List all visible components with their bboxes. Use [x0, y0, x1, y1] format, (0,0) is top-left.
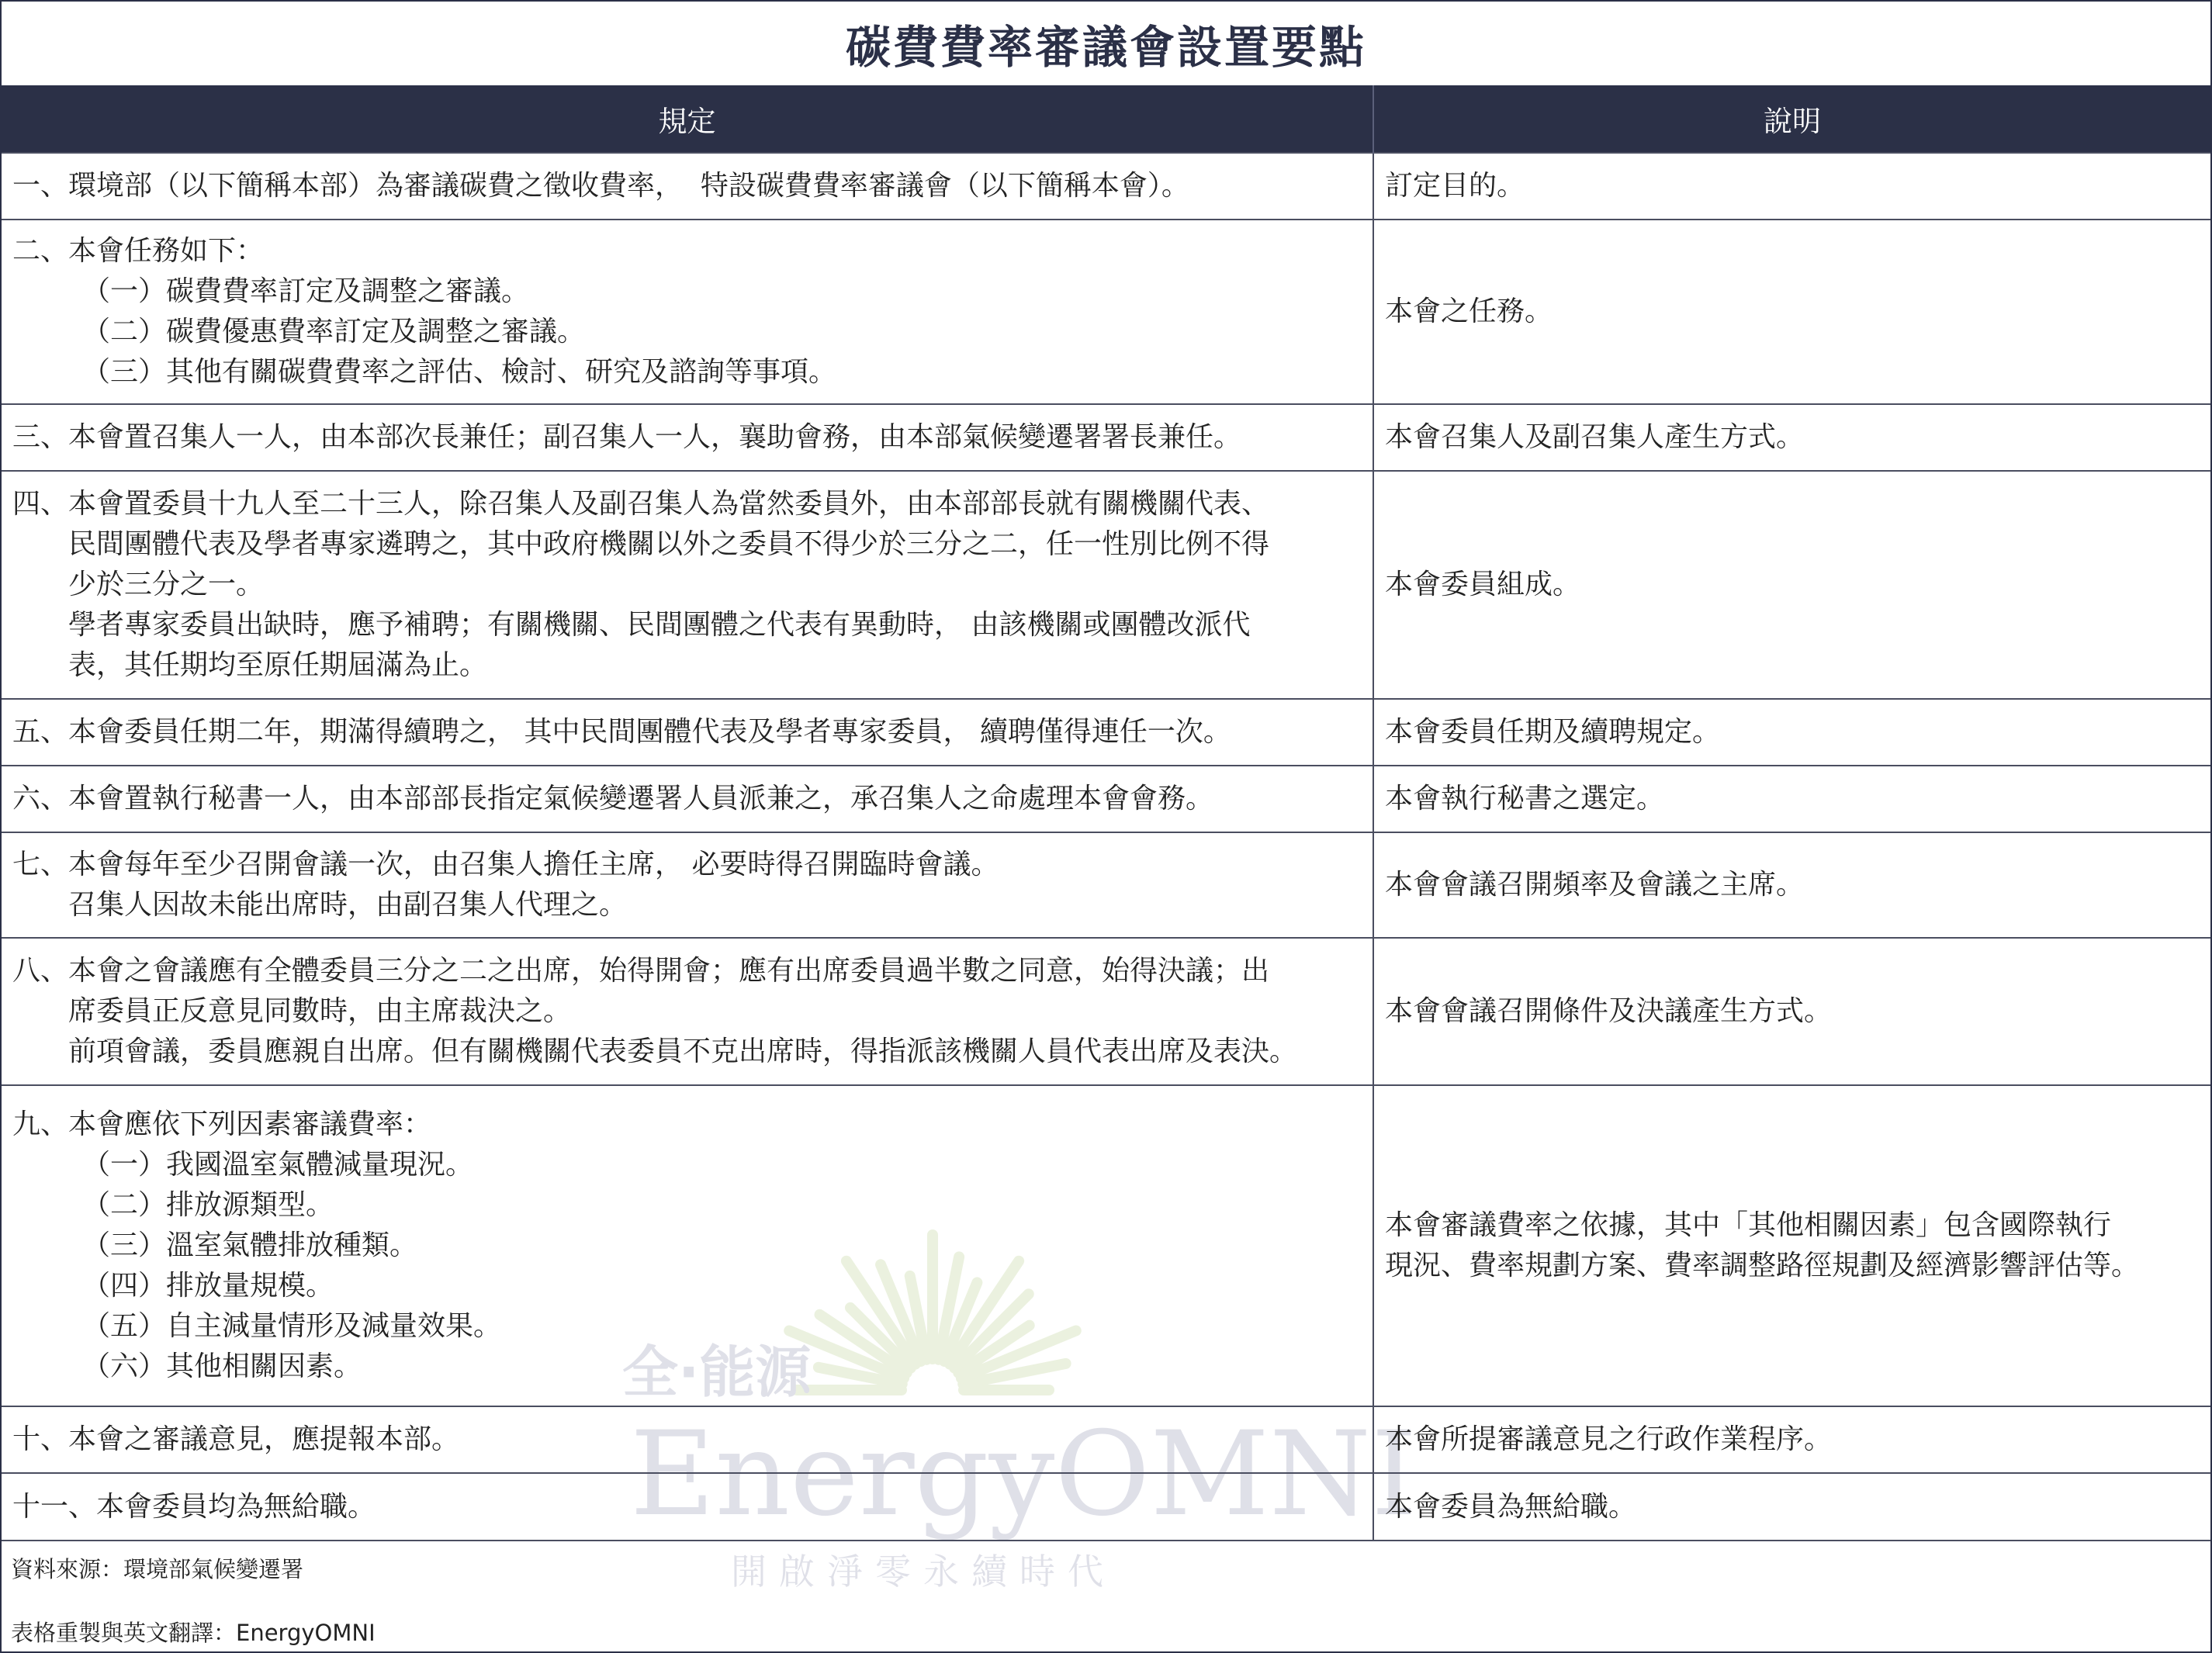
rule-text-line: 表，其任期均至原任期屆滿為止。 — [68, 649, 488, 681]
explanation-cell — [1373, 938, 2210, 1085]
rule-text-line: 十一、本會委員均為無給職。 — [12, 1490, 376, 1523]
rule-text-line: 一、環境部（以下簡稱本部）為審議碳費之徵收費率， 特設碳費費率審議會（以下簡稱本會）。 — [12, 170, 1189, 202]
watermark-slogan: 開啟淨零永續時代 — [731, 1551, 1116, 1592]
table-row — [2, 938, 2210, 1085]
explanation-text-line: 本會委員組成。 — [1385, 569, 1581, 600]
rule-cell — [2, 220, 1373, 404]
explanation-text-line: 本會委員任期及續聘規定。 — [1385, 716, 1721, 748]
rule-cell — [2, 766, 1373, 832]
table-row — [2, 1406, 2210, 1473]
table-row — [2, 832, 2210, 938]
explanation-cell — [1373, 1085, 2210, 1406]
regulation-table — [2, 85, 2210, 1540]
rule-text-line: 學者專家委員出缺時，應予補聘；有關機關、民間團體之代表有異動時， 由該機關或團體改派代 — [68, 609, 1251, 641]
rule-text-line: 五、本會委員任期二年，期滿得續聘之， 其中民間團體代表及學者專家委員， 續聘僅得連任一次。 — [12, 716, 1231, 748]
table-row — [2, 471, 2210, 699]
explanation-cell — [1373, 699, 2210, 766]
rule-text-line: （四）排放量規模。 — [82, 1270, 334, 1302]
explanation-text-line: 本會會議召開條件及決議產生方式。 — [1385, 995, 1833, 1027]
rule-cell — [2, 1406, 1373, 1473]
explanation-cell — [1373, 766, 2210, 832]
rule-text-line: 二、本會任務如下： — [12, 235, 265, 267]
table-row — [2, 766, 2210, 832]
rule-cell — [2, 404, 1373, 471]
rule-text-line: （三）溫室氣體排放種類。 — [82, 1229, 418, 1261]
rule-text-line: 六、本會置執行秘書一人，由本部部長指定氣候變遷署人員派兼之，承召集人之命處理本會會務。 — [12, 783, 1214, 814]
page-title: 碳費費率審議會設置要點 — [845, 21, 1366, 74]
rule-cell — [2, 153, 1373, 220]
explanation-text-line: 現況、費率規劃方案、費率調整路徑規劃及經濟影響評估等。 — [1385, 1250, 2140, 1281]
rule-cell — [2, 1473, 1373, 1540]
explanation-text-line: 本會委員為無給職。 — [1385, 1490, 1637, 1523]
explanation-text-line: 訂定目的。 — [1385, 170, 1525, 202]
rule-text-line: 三、本會置召集人一人，由本部次長兼任；副召集人一人，襄助會務，由本部氣候變遷署署長兼任。 — [12, 421, 1242, 453]
rule-text-line: （二）排放源類型。 — [82, 1189, 334, 1221]
table-row — [2, 220, 2210, 404]
rule-text-line: 席委員正反意見同數時，由主席裁決之。 — [68, 995, 572, 1027]
explanation-cell — [1373, 1473, 2210, 1540]
rule-text-line: （六）其他相關因素。 — [82, 1350, 362, 1382]
explanation-cell — [1373, 471, 2210, 699]
rule-text-line: （五）自主減量情形及減量效果。 — [82, 1310, 502, 1342]
explanation-cell — [1373, 1406, 2210, 1473]
explanation-text-line: 本會之任務。 — [1385, 296, 1553, 327]
table-row — [2, 404, 2210, 471]
rule-text-line: 民間團體代表及學者專家遴聘之，其中政府機關以外之委員不得少於三分之二，任一性別比例不得 — [68, 528, 1270, 560]
explanation-text-line: 本會審議費率之依據，其中「其他相關因素」包含國際執行 — [1385, 1209, 2112, 1241]
header-rule: 規定 — [2, 85, 1373, 153]
watermark-chinese: 全·能源 — [622, 1340, 812, 1405]
rule-cell — [2, 471, 1373, 699]
source-note: 資料來源：環境部氣候變遷署 — [11, 1556, 304, 1582]
table-header-row — [2, 85, 2210, 153]
explanation-text-line: 本會召集人及副召集人產生方式。 — [1385, 421, 1805, 453]
rule-text-line: （三）其他有關碳費費率之評估、檢討、研究及諮詢等事項。 — [82, 356, 837, 388]
explanation-cell — [1373, 404, 2210, 471]
rule-text-line: （一）我國溫室氣體減量現況。 — [82, 1149, 474, 1181]
credit-note: 表格重製與英文翻譯：EnergyOMNI — [11, 1620, 376, 1646]
explanation-text-line: 本會所提審議意見之行政作業程序。 — [1385, 1423, 1833, 1455]
table-row — [2, 1473, 2210, 1540]
table-row — [2, 699, 2210, 766]
rule-text-line: 前項會議，委員應親自出席。但有關機關代表委員不克出席時，得指派該機關人員代表出席及表決。 — [68, 1036, 1298, 1067]
rule-text-line: 少於三分之一。 — [68, 569, 265, 600]
rule-cell — [2, 699, 1373, 766]
header-explanation: 說明 — [1373, 85, 2210, 153]
rule-text-line: 八、本會之會議應有全體委員三分之二之出席，始得開會；應有出席委員過半數之同意，始得決議；出 — [12, 955, 1270, 987]
rule-text-line: 十、本會之審議意見，應提報本部。 — [12, 1423, 460, 1455]
rule-cell — [2, 832, 1373, 938]
rule-text-line: 七、本會每年至少召開會議一次，由召集人擔任主席， 必要時得召開臨時會議。 — [12, 849, 999, 880]
rule-text-line: 召集人因故未能出席時，由副召集人代理之。 — [68, 889, 628, 921]
explanation-cell — [1373, 153, 2210, 220]
rule-text-line: 九、本會應依下列因素審議費率： — [12, 1108, 432, 1140]
explanation-text-line: 本會會議召開頻率及會議之主席。 — [1385, 869, 1805, 901]
rule-text-line: （二）碳費優惠費率訂定及調整之審議。 — [82, 316, 586, 348]
table-footer — [2, 1540, 2210, 1647]
explanation-cell — [1373, 220, 2210, 404]
explanation-text-line: 本會執行秘書之選定。 — [1385, 783, 1665, 814]
rule-text-line: （一）碳費費率訂定及調整之審議。 — [82, 275, 530, 307]
table-row — [2, 153, 2210, 220]
table-row — [2, 1085, 2210, 1406]
rule-cell — [2, 1085, 1373, 1406]
explanation-cell — [1373, 832, 2210, 938]
watermark-brand: EnergyOMNI — [630, 1407, 1418, 1542]
rule-text-line: 四、本會置委員十九人至二十三人，除召集人及副召集人為當然委員外，由本部部長就有關機關代表、 — [12, 488, 1270, 520]
rule-cell — [2, 938, 1373, 1085]
